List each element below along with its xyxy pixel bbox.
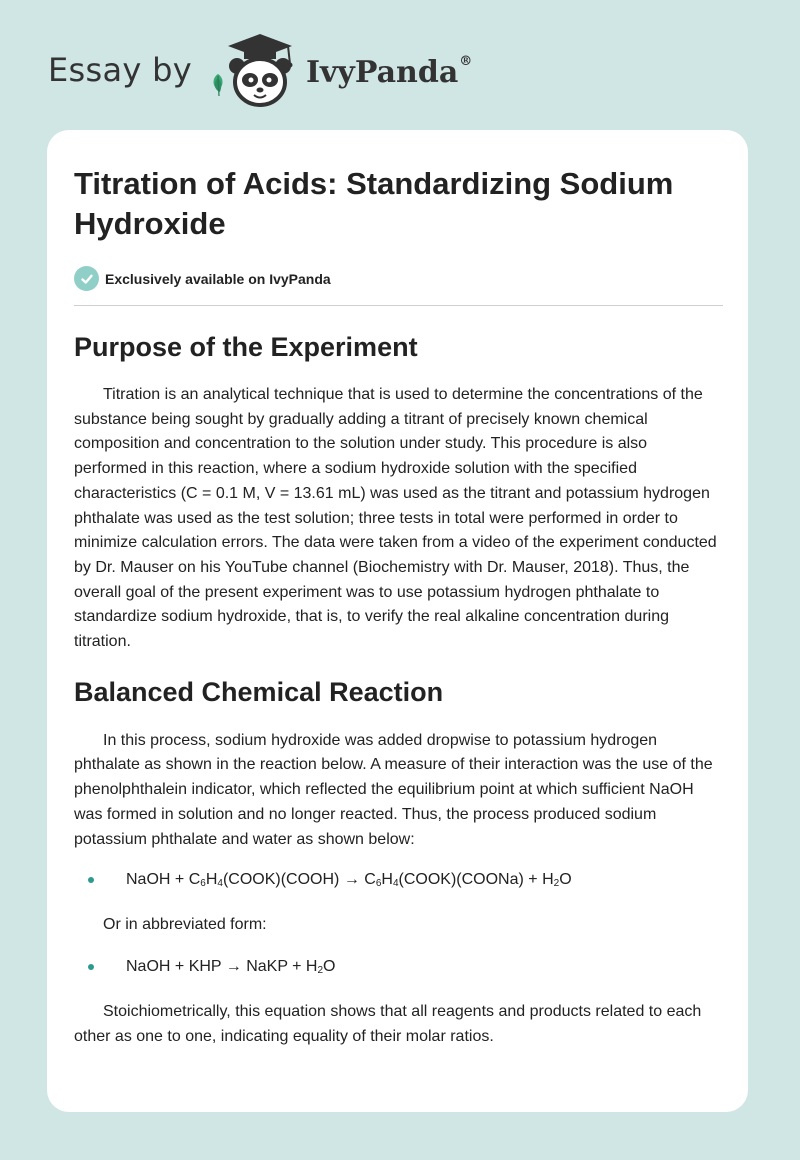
- full-equation: NaOH + $C_6H_4(COOK)(COOH)$ → $C_6H_4(COOK)(COONa) + H_2O$: [74, 868, 723, 896]
- exclusive-badge: [74, 266, 723, 291]
- purpose-paragraph: Titration is an analytical technique that is used to determine the concentrations of the substance being sought by gradually adding a titrant of precisely known chemical composition and concentration to the solution under study. This procedure is also performed in this reaction, where a sodium hydroxide solution with the specified characteristics (C = 0.1 M, V = 13.61 mL) was used as the titrant and potassium hydrogen phthalate was used as the test solution; three tests in total were performed in order to minimize calculation errors. The data were taken from a video of the experiment conducted by Dr. Mauser on his YouTube channel (Biochemistry with Dr. Mauser, 2018). Thus, the overall goal of the present experiment was to use potassium hydrogen phthalate to standardize sodium hydroxide, that is, to verify the real alkaline concentration during titration.: [74, 386, 717, 651]
- registered-mark: ®: [459, 53, 473, 69]
- panda-logo-icon: [208, 30, 300, 110]
- check-icon: [74, 266, 99, 291]
- stoichiometry-paragraph: Stoichiometrically, this equation shows that all reagents and products related to each other as one to one, indicating equality of their molar ratios.: [74, 1002, 702, 1045]
- abbreviated-intro: Or in abbreviated form:: [103, 916, 267, 934]
- equation-list-full: [74, 868, 723, 896]
- article-title: Titration of Acids: Standardizing Sodium Hydroxide: [74, 166, 674, 241]
- section-heading-reaction: Balanced Chemical Reaction: [74, 676, 444, 707]
- equation-list-abbrev: [74, 955, 723, 983]
- brand-name[interactable]: IvyPanda®: [305, 53, 473, 90]
- site-header: [48, 30, 472, 110]
- reaction-paragraph: In this process, sodium hydroxide was added dropwise to potassium hydrogen phthalate as shown in the reaction below. A measure of their interaction was the use of the phenolphthalein indicator, which reflected the equilibrium point at which sufficient NaOH was formed in solution and no longer reacted. Thus, the process produced sodium potassium phthalate and water as shown below:: [74, 731, 713, 848]
- article-card: [47, 130, 748, 1112]
- abbreviated-equation: NaOH + KHP → NaKP + $H_2O$: [74, 955, 723, 983]
- article-content: [74, 164, 723, 1049]
- section-heading-purpose: Purpose of the Experiment: [74, 332, 418, 362]
- exclusive-label: Exclusively available on IvyPanda: [105, 270, 331, 287]
- title-divider: [74, 305, 723, 306]
- essay-by-label: Essay by: [48, 51, 192, 89]
